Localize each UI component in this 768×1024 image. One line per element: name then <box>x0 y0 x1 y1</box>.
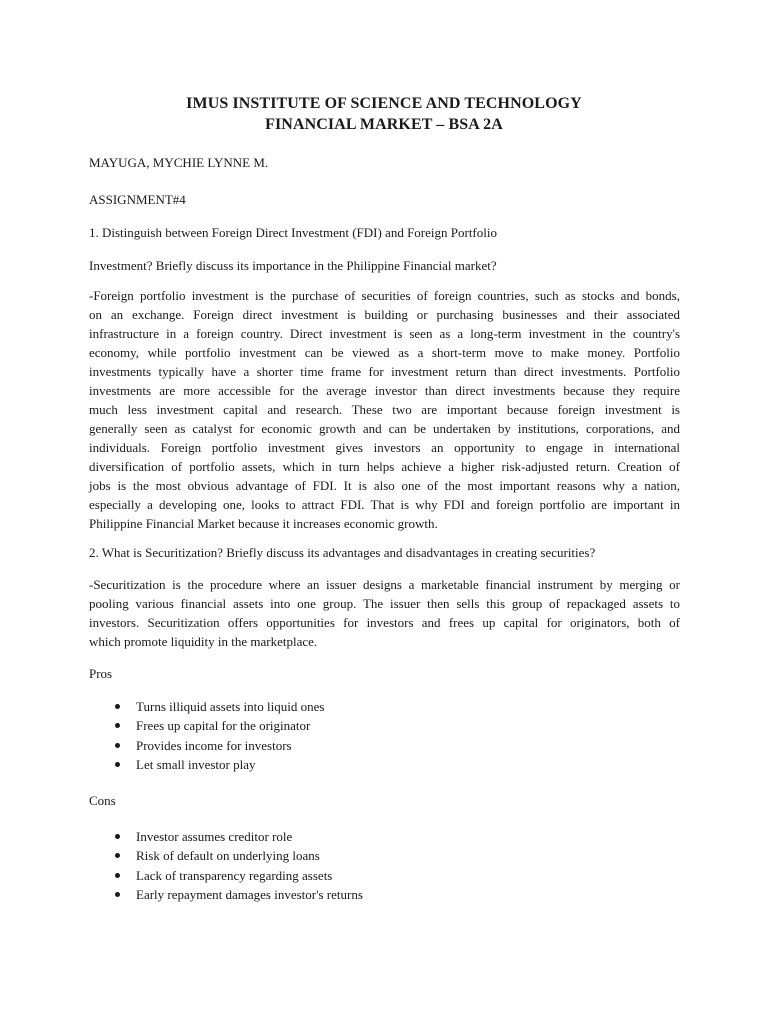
cons-label: Cons <box>89 793 116 808</box>
bullet-icon <box>115 892 120 897</box>
answer-1-line: investments are more accessible for the average investor than direct investments because they require <box>89 383 680 398</box>
pros-item-label: Provides income for investors <box>136 737 292 753</box>
answer-1-line: jobs is the most obvious advantage of FDI. It is also one of the most important reasons why a nation, <box>89 478 680 493</box>
question-2: 2. What is Securitization? Briefly discuss its advantages and disadvantages in creating securities? <box>89 545 596 560</box>
answer-1-line: individuals. Foreign portfolio investment gives investors an opportunity to engage in international <box>89 440 680 455</box>
list-item <box>89 755 324 774</box>
course-title: FINANCIAL MARKET – BSA 2A <box>265 116 503 133</box>
cons-list <box>89 827 363 904</box>
bullet-icon <box>115 704 120 709</box>
bullet-icon <box>115 873 120 878</box>
pros-list <box>89 697 324 774</box>
answer-2-line: pooling various financial assets into one group. The issuer then sells this group of repackaged assets to <box>89 596 680 611</box>
answer-1-line: much less investment capital and research. These two are important because foreign investment is <box>89 402 680 417</box>
list-item <box>89 716 324 735</box>
cons-item-label: Risk of default on underlying loans <box>136 848 320 864</box>
pros-label: Pros <box>89 666 113 681</box>
answer-1-line: on an exchange. Foreign direct investment is building or purchasing businesses and their associated <box>89 307 680 322</box>
answer-1-line: Philippine Financial Market because it increases economic growth. <box>89 516 438 531</box>
answer-1-line: investments typically have a shorter time frame for investment return than direct investments. Portfolio <box>89 364 680 379</box>
bullet-icon <box>115 723 120 728</box>
bullet-icon <box>115 743 120 748</box>
list-item <box>89 846 363 865</box>
answer-2-line: investors. Securitization offers opportunities for investors and frees up capital for originators, both of <box>89 615 680 630</box>
bullet-icon <box>115 853 120 858</box>
answer-1-paragraph <box>89 286 680 533</box>
answer-2-line: -Securitization is the procedure where an issuer designs a marketable financial instrument by merging or <box>89 577 680 592</box>
list-item <box>89 736 324 755</box>
answer-2-line: which promote liquidity in the marketplace. <box>89 634 318 649</box>
student-name: MAYUGA, MYCHIE LYNNE M. <box>89 155 269 170</box>
cons-item-label: Investor assumes creditor role <box>136 829 293 844</box>
answer-1-line: diversification of portfolio assets, which in turn helps achieve a higher risk-adjusted return. Creation of <box>89 459 680 474</box>
pros-item-label: Frees up capital for the originator <box>136 718 311 734</box>
list-item <box>89 697 324 716</box>
answer-1-line: especially a developing one, looks to attract FDI. That is why FDI and foreign portfolio are important in <box>89 497 680 512</box>
answer-2-paragraph <box>89 575 680 651</box>
bullet-icon <box>115 762 120 767</box>
assignment-label: ASSIGNMENT#4 <box>89 192 186 207</box>
question-1-line-2: Investment? Briefly discuss its importance in the Philippine Financial market? <box>89 258 497 273</box>
cons-item-label: Lack of transparency regarding assets <box>136 867 333 883</box>
answer-1-line: -Foreign portfolio investment is the purchase of securities of foreign countries, such as stocks and bonds, <box>89 288 680 303</box>
pros-item-label: Turns illiquid assets into liquid ones <box>136 699 325 714</box>
cons-item-label: Early repayment damages investor's returns <box>136 886 363 902</box>
list-item <box>89 885 363 904</box>
institution-title: IMUS INSTITUTE OF SCIENCE AND TECHNOLOGY <box>186 95 582 112</box>
answer-1-line: generally seen as catalyst for economic growth and can be undertaken by institutions, corporations, and <box>89 421 680 436</box>
answer-1-line: infrastructure in a foreign country. Direct investment is seen as a long-term investment in the country's <box>89 326 680 341</box>
list-item <box>89 866 363 885</box>
pros-item-label: Let small investor play <box>136 756 256 772</box>
list-item <box>89 827 363 846</box>
bullet-icon <box>115 834 120 839</box>
question-1-line-1: 1. Distinguish between Foreign Direct Investment (FDI) and Foreign Portfolio <box>89 225 497 240</box>
answer-1-line: economy, while portfolio investment can be viewed as a short-term move to make money. Portfolio <box>89 345 680 360</box>
